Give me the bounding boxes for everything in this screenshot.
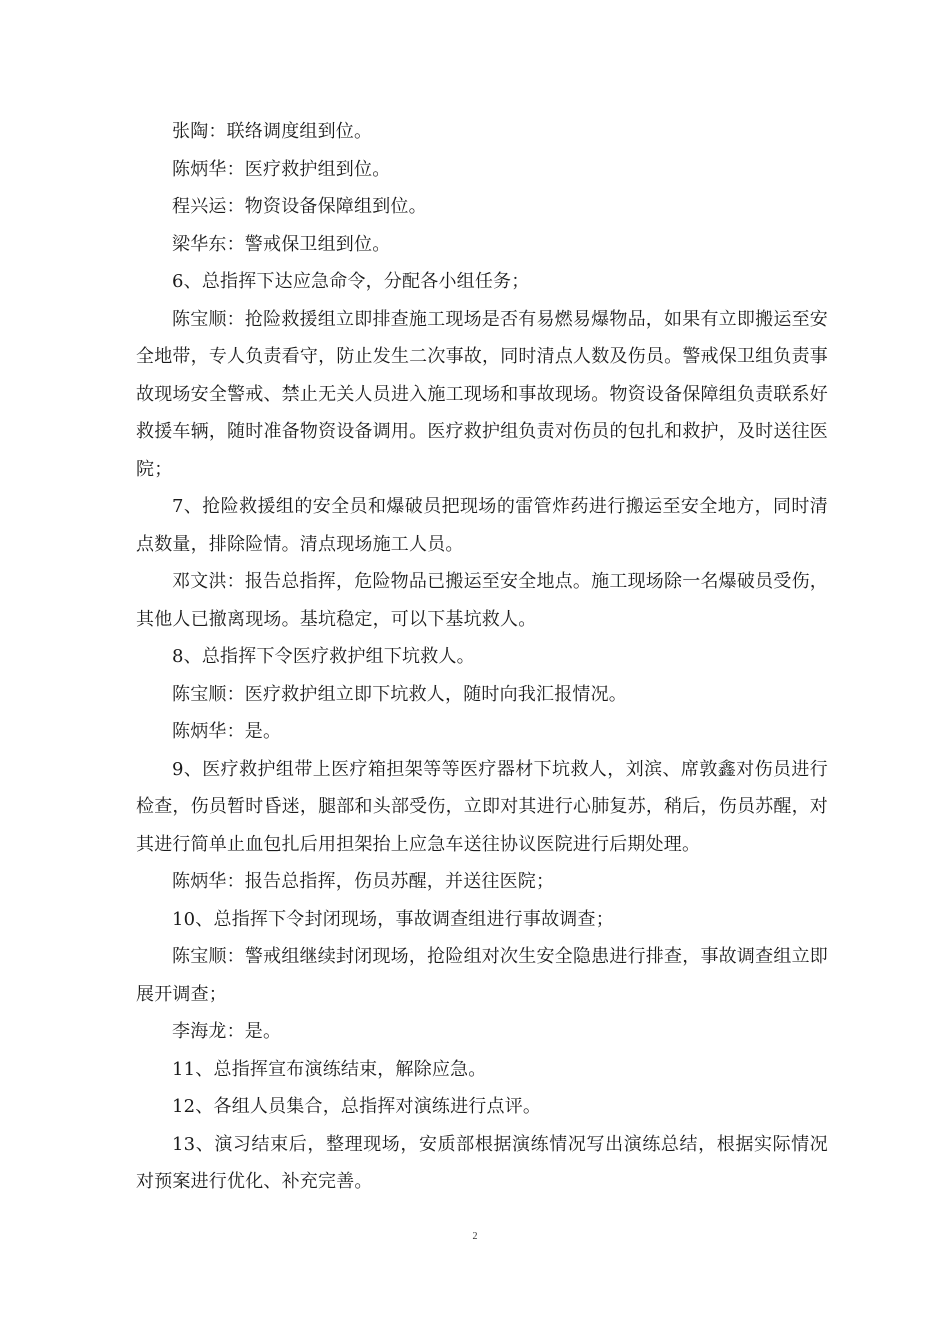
- paragraph-lianghuadong-report: 梁华东：警戒保卫组到位。: [172, 233, 391, 255]
- page-number: 2: [472, 1231, 478, 1242]
- paragraph-chenbinghua-confirm: 陈炳华：是。: [172, 721, 282, 742]
- paragraph-step-13: 13、演习结束后，整理现场，安质部根据演练情况写出演练总结，根据实际情况对预案进行优化、补充完善。: [136, 1133, 828, 1192]
- paragraph-dengwenhong-report: 邓文洪：报告总指挥，危险物品已搬运至安全地点。施工现场除一名爆破员受伤，其他人已撤离现场。基坑稳定，可以下基坑救人。: [136, 571, 828, 630]
- paragraph-chenbinghua-casualty-report: 陈炳华：报告总指挥，伤员苏醒，并送往医院；: [172, 871, 555, 892]
- paragraph-step-8: 8、总指挥下令医疗救护组下坑救人。: [172, 646, 475, 667]
- paragraph-zhangtao-report: 张陶：联络调度组到位。: [172, 121, 373, 142]
- paragraph-chenbinghua-report: 陈炳华：医疗救护组到位。: [172, 158, 391, 180]
- paragraph-step-12: 12、各组人员集合，总指挥对演练进行点评。: [172, 1096, 542, 1117]
- paragraph-chengxingyun-report: 程兴运：物资设备保障组到位。: [172, 196, 427, 217]
- paragraph-step-7: 7、抢险救援组的安全员和爆破员把现场的雷管炸药进行搬运至安全地方，同时清点数量，排除险情。清点现场施工人员。: [136, 496, 828, 555]
- paragraph-step-11: 11、总指挥宣布演练结束，解除应急。: [172, 1058, 487, 1080]
- paragraph-chenbaoshun-rescue-order: 陈宝顺：医疗救护组立即下坑救人，随时向我汇报情况。: [172, 683, 627, 705]
- paragraph-step-6: 6、总指挥下达应急命令，分配各小组任务；: [172, 271, 530, 292]
- paragraph-step-10: 10、总指挥下令封闭现场，事故调查组进行事故调查；: [172, 908, 614, 930]
- paragraph-chenbaoshun-investigation-order: 陈宝顺：警戒组继续封闭现场，抢险组对次生安全隐患进行排查，事故调查组立即展开调查；: [136, 946, 828, 1005]
- paragraph-step-9: 9、医疗救护组带上医疗箱担架等等医疗器材下坑救人，刘滨、席敦鑫对伤员进行检查，伤员暂时昏迷，腿部和头部受伤，立即对其进行心肺复苏，稍后，伤员苏醒，对其进行简单止血包扎后用担架抬上应急车送往协议医院进行后期处理。: [136, 758, 828, 855]
- paragraph-chenbaoshun-orders: 陈宝顺：抢险救援组立即排查施工现场是否有易燃易爆物品，如果有立即搬运至安全地带，专人负责看守，防止发生二次事故，同时清点人数及伤员。警戒保卫组负责事故现场安全警戒、禁止无关人员进入施工现场和事故现场。物资设备保障组负责联系好救援车辆，随时准备物资设备调用。医疗救护组负责对伤员的包扎和救护，及时送往医院；: [136, 308, 828, 480]
- document-body: [136, 113, 828, 1201]
- paragraph-lihailong-confirm: 李海龙：是。: [172, 1021, 282, 1042]
